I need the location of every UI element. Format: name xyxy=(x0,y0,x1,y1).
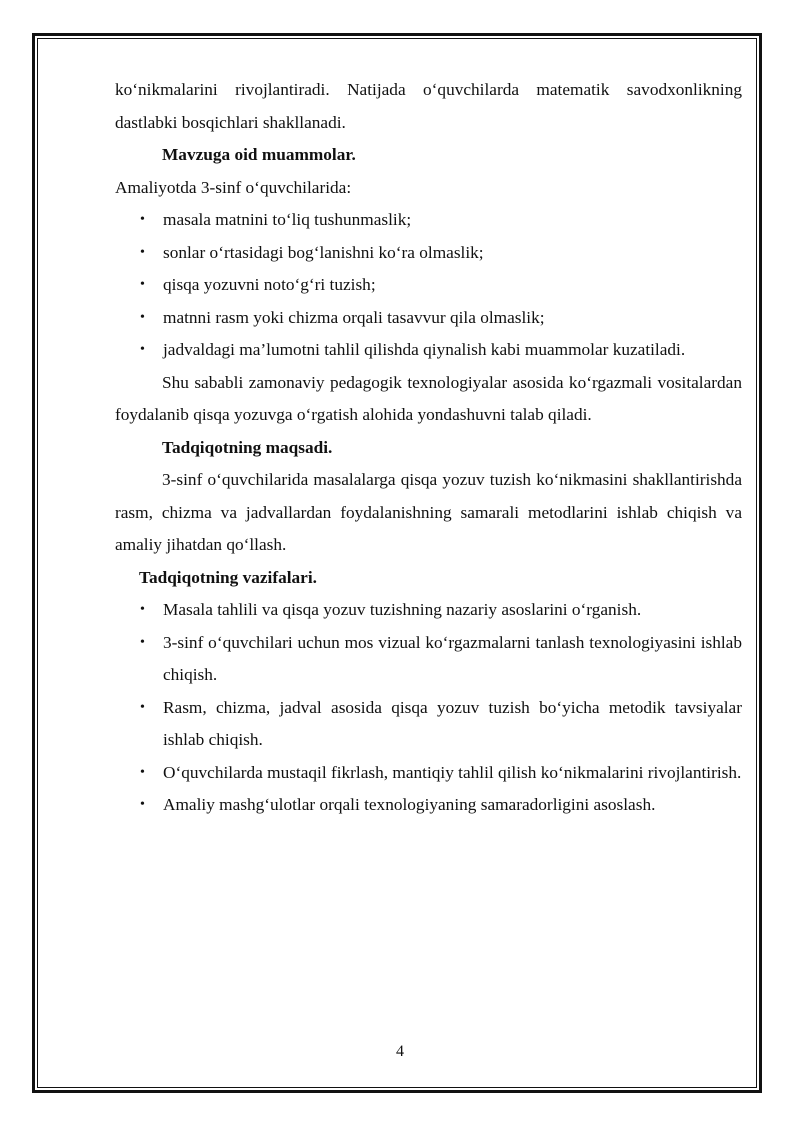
bullet-icon: • xyxy=(140,277,145,292)
list-item xyxy=(115,237,742,270)
list-item-text: Masala tahlili va qisqa yozuv tuzishning nazariy asoslarini o‘rganish. xyxy=(163,600,642,619)
list-item-text: matnni rasm yoki chizma orqali tasavvur qila olmaslik; xyxy=(163,307,545,327)
list-item-text: jadvaldagi ma’lumotni tahlil qilishda qiynalish kabi muammolar kuzatiladi. xyxy=(163,340,686,359)
tasks-heading: Tadqiqotning vazifalari. xyxy=(139,567,317,587)
problems-list xyxy=(115,204,742,367)
list-item-text: Amaliy mashg‘ulotlar orqali texnologiyaning samaradorligini asoslash. xyxy=(163,795,656,814)
bullet-icon: • xyxy=(140,764,145,780)
list-item-text: qisqa yozuvni noto‘g‘ri tuzish; xyxy=(163,275,376,294)
goal-heading: Tadqiqotning maqsadi. xyxy=(162,437,333,457)
bullet-icon: • xyxy=(140,634,145,650)
bullet-icon: • xyxy=(140,309,145,325)
problems-heading: Mavzuga oid muammolar. xyxy=(162,145,356,164)
list-item xyxy=(115,269,742,302)
tasks-list xyxy=(115,594,742,822)
list-item-text: Rasm, chizma, jadval asosida qisqa yozuv tuzish bo‘yicha metodik tavsiyalar ishlab chiqish. xyxy=(163,697,742,749)
list-item xyxy=(115,627,742,692)
list-item xyxy=(115,757,742,790)
list-item xyxy=(115,302,742,335)
list-item-text: O‘quvchilarda mustaqil fikrlash, mantiqiy tahlil qilish ko‘nikmalarini rivojlantirish. xyxy=(163,762,742,782)
list-item xyxy=(115,692,742,757)
bullet-icon: • xyxy=(140,342,145,357)
bullet-icon: • xyxy=(140,212,145,227)
list-item xyxy=(115,789,742,822)
document-body xyxy=(115,74,742,822)
list-item xyxy=(115,334,742,367)
list-item xyxy=(115,204,742,237)
bullet-icon: • xyxy=(140,602,145,617)
problems-conclusion: Shu sababli zamonaviy pedagogik texnologiyalar asosida ko‘rgazmali vositalardan foydalanib qisqa yozuvga o‘rgatish alohida yondashuvni talab qiladi. xyxy=(115,372,742,424)
problems-lead: Amaliyotda 3-sinf o‘quvchilarida: xyxy=(115,177,352,197)
list-item-text: 3-sinf o‘quvchilari uchun mos vizual ko‘rgazmalarni tanlash texnologiyasini ishlab chiqish. xyxy=(163,632,742,684)
page-number: 4 xyxy=(396,1043,404,1060)
bullet-icon: • xyxy=(140,244,145,260)
list-item-text: masala matnini to‘liq tushunmaslik; xyxy=(163,210,412,229)
bullet-icon: • xyxy=(140,797,145,812)
intro-paragraph: ko‘nikmalarini rivojlantiradi. Natijada o‘quvchilarda matematik savodxonlikning dastlabki bosqichlari shakllanadi. xyxy=(115,80,742,132)
goal-paragraph: 3-sinf o‘quvchilarida masalalarga qisqa yozuv tuzish ko‘nikmasini shakllantirishda rasm, chizma va jadvallardan foydalanishning samarali metodlarini ishlab chiqish va amaliy jihatdan qo‘llash. xyxy=(115,470,742,554)
bullet-icon: • xyxy=(140,699,145,715)
list-item xyxy=(115,594,742,627)
list-item-text: sonlar o‘rtasidagi bog‘lanishni ko‘ra olmaslik; xyxy=(163,242,484,262)
